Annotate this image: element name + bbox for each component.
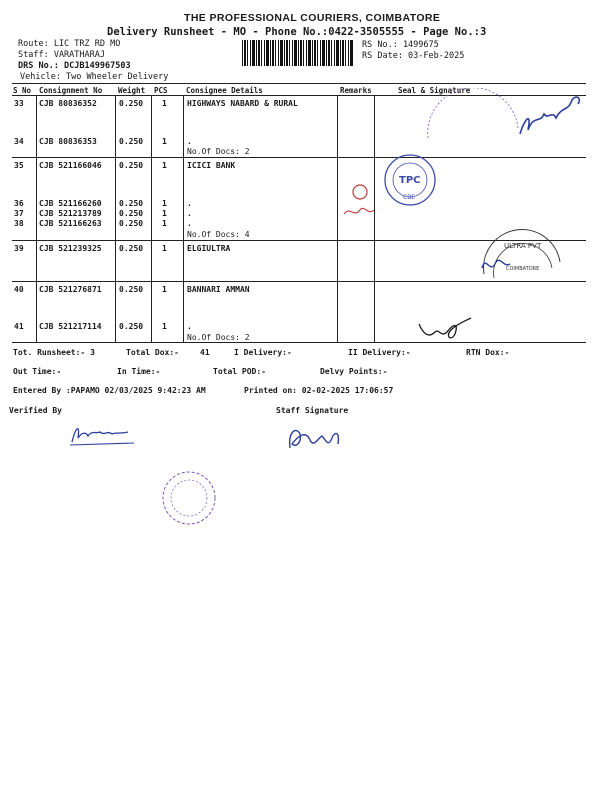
tot-runsheet: Tot. Runsheet:- 3 (13, 348, 95, 357)
row-sno: 40 (14, 285, 24, 294)
row-sno: 33 (14, 99, 24, 108)
col-divider (115, 95, 116, 342)
col-divider (337, 95, 338, 342)
total-dox-value: 41 (200, 348, 210, 357)
col-divider (151, 95, 152, 342)
col-header-consignment: Consignment No (39, 86, 103, 95)
verified-by-label: Verified By (9, 406, 62, 415)
row-pcs: 1 (162, 219, 167, 228)
ultra-seal-text: ULTRA PVT (504, 242, 542, 250)
row-consignee: BANNARI AMMAN (187, 285, 250, 294)
row-consignment: CJB 80836352 (39, 99, 97, 108)
runsheet-title: Delivery Runsheet - MO - Phone No.:0422-3505555 - Page No.:3 (107, 26, 487, 38)
row-weight: 0.250 (119, 137, 144, 146)
row-consignee: . (187, 322, 192, 331)
office-seal-bottom (158, 468, 222, 528)
row-consignment: CJB 521213789 (39, 209, 102, 218)
col-header-pcs: PCS (154, 86, 168, 95)
total-dox-label: Total Dox:- (126, 348, 179, 357)
row-sno: 38 (14, 219, 24, 228)
group-divider (12, 157, 586, 158)
drs-number: DRS No.: DCJB149967503 (18, 61, 131, 71)
total-pod: Total POD:- (213, 367, 266, 376)
tpc-seal-text: TPC (399, 175, 421, 186)
row-consignee: HIGHWAYS NABARD & RURAL (187, 99, 298, 108)
rs-number: RS No.: 1499675 (362, 40, 439, 50)
col-header-remarks: Remarks (340, 86, 372, 95)
row-pcs: 1 (162, 322, 167, 331)
ultra-seal (470, 228, 570, 288)
printed-on: Printed on: 02-02-2025 17:06:57 (244, 386, 394, 395)
stamp-row33-faint (418, 88, 528, 143)
staff-signature-label: Staff Signature (276, 406, 349, 415)
row-weight: 0.250 (119, 244, 144, 253)
barcode-image (242, 40, 354, 66)
rs-date: RS Date: 03-Feb-2025 (362, 51, 465, 61)
row-pcs: 1 (162, 99, 167, 108)
verified-signature (66, 418, 146, 448)
row-weight: 0.250 (119, 99, 144, 108)
row-consignee: ELGIULTRA (187, 244, 231, 253)
table-top-line (12, 83, 586, 84)
tpc-seal-sub: CBE (403, 194, 416, 201)
i-delivery: I Delivery:- (234, 348, 292, 357)
row-weight: 0.250 (119, 285, 144, 294)
row-pcs: 1 (162, 285, 167, 294)
staff-text: Staff: VARATHARAJ (18, 50, 105, 60)
vehicle-text: Vehicle: Two Wheeler Delivery (20, 72, 169, 82)
row-weight: 0.250 (119, 209, 144, 218)
docs-count: No.Of Docs: 2 (187, 147, 250, 156)
in-time: In Time:- (117, 367, 161, 376)
rtn-dox: RTN Dox:- (466, 348, 510, 357)
row-sno: 37 (14, 209, 24, 218)
row-consignee: ICICI BANK (187, 161, 236, 170)
col-header-seal: Seal & Signature (398, 86, 471, 95)
row-pcs: 1 (162, 244, 167, 253)
row-weight: 0.250 (119, 161, 144, 170)
ultra-seal-sub: COIMBATORE (506, 266, 540, 272)
docs-count: No.Of Docs: 2 (187, 333, 250, 342)
route-text: Route: LIC TRZ RD MO (18, 39, 121, 49)
tpc-seal (376, 150, 442, 208)
row-consignment: CJB 521239325 (39, 244, 102, 253)
row-pcs: 1 (162, 137, 167, 146)
row-consignment: CJB 521166260 (39, 199, 102, 208)
row-pcs: 1 (162, 199, 167, 208)
company-title: THE PROFESSIONAL COURIERS, COIMBATORE (184, 12, 441, 24)
row-weight: 0.250 (119, 219, 144, 228)
out-time: Out Time:- (13, 367, 62, 376)
row-sno: 35 (14, 161, 24, 170)
col-divider (183, 95, 184, 342)
row-consignee: . (187, 199, 192, 208)
red-pen-mark (340, 176, 380, 226)
row-consignment: CJB 521276871 (39, 285, 102, 294)
row-weight: 0.250 (119, 199, 144, 208)
row-consignee: . (187, 137, 192, 146)
col-header-weight: Weight (118, 86, 146, 95)
entered-by: Entered By :PAPAMO 02/03/2025 9:42:23 AM (13, 386, 206, 395)
docs-count: No.Of Docs: 4 (187, 230, 250, 239)
staff-signature (282, 418, 352, 458)
row-consignment: CJB 521166046 (39, 161, 102, 170)
row-sno: 34 (14, 137, 24, 146)
table-bottom-line (12, 342, 586, 343)
row-pcs: 1 (162, 161, 167, 170)
row-consignee: . (187, 219, 192, 228)
col-divider (36, 95, 37, 342)
row-weight: 0.250 (119, 322, 144, 331)
row-sno: 36 (14, 199, 24, 208)
signature-row41 (415, 310, 475, 344)
row-consignment: CJB 521217114 (39, 322, 102, 331)
col-header-sno: S No (13, 86, 32, 95)
row-consignee: . (187, 209, 192, 218)
col-header-consignee: Consignee Details (186, 86, 263, 95)
row-sno: 39 (14, 244, 24, 253)
row-sno: 41 (14, 322, 24, 331)
row-consignment: CJB 521166263 (39, 219, 102, 228)
ii-delivery: II Delivery:- (348, 348, 411, 357)
row-pcs: 1 (162, 209, 167, 218)
delvy-points: Delvy Points:- (320, 367, 388, 376)
row-consignment: CJB 80836353 (39, 137, 97, 146)
